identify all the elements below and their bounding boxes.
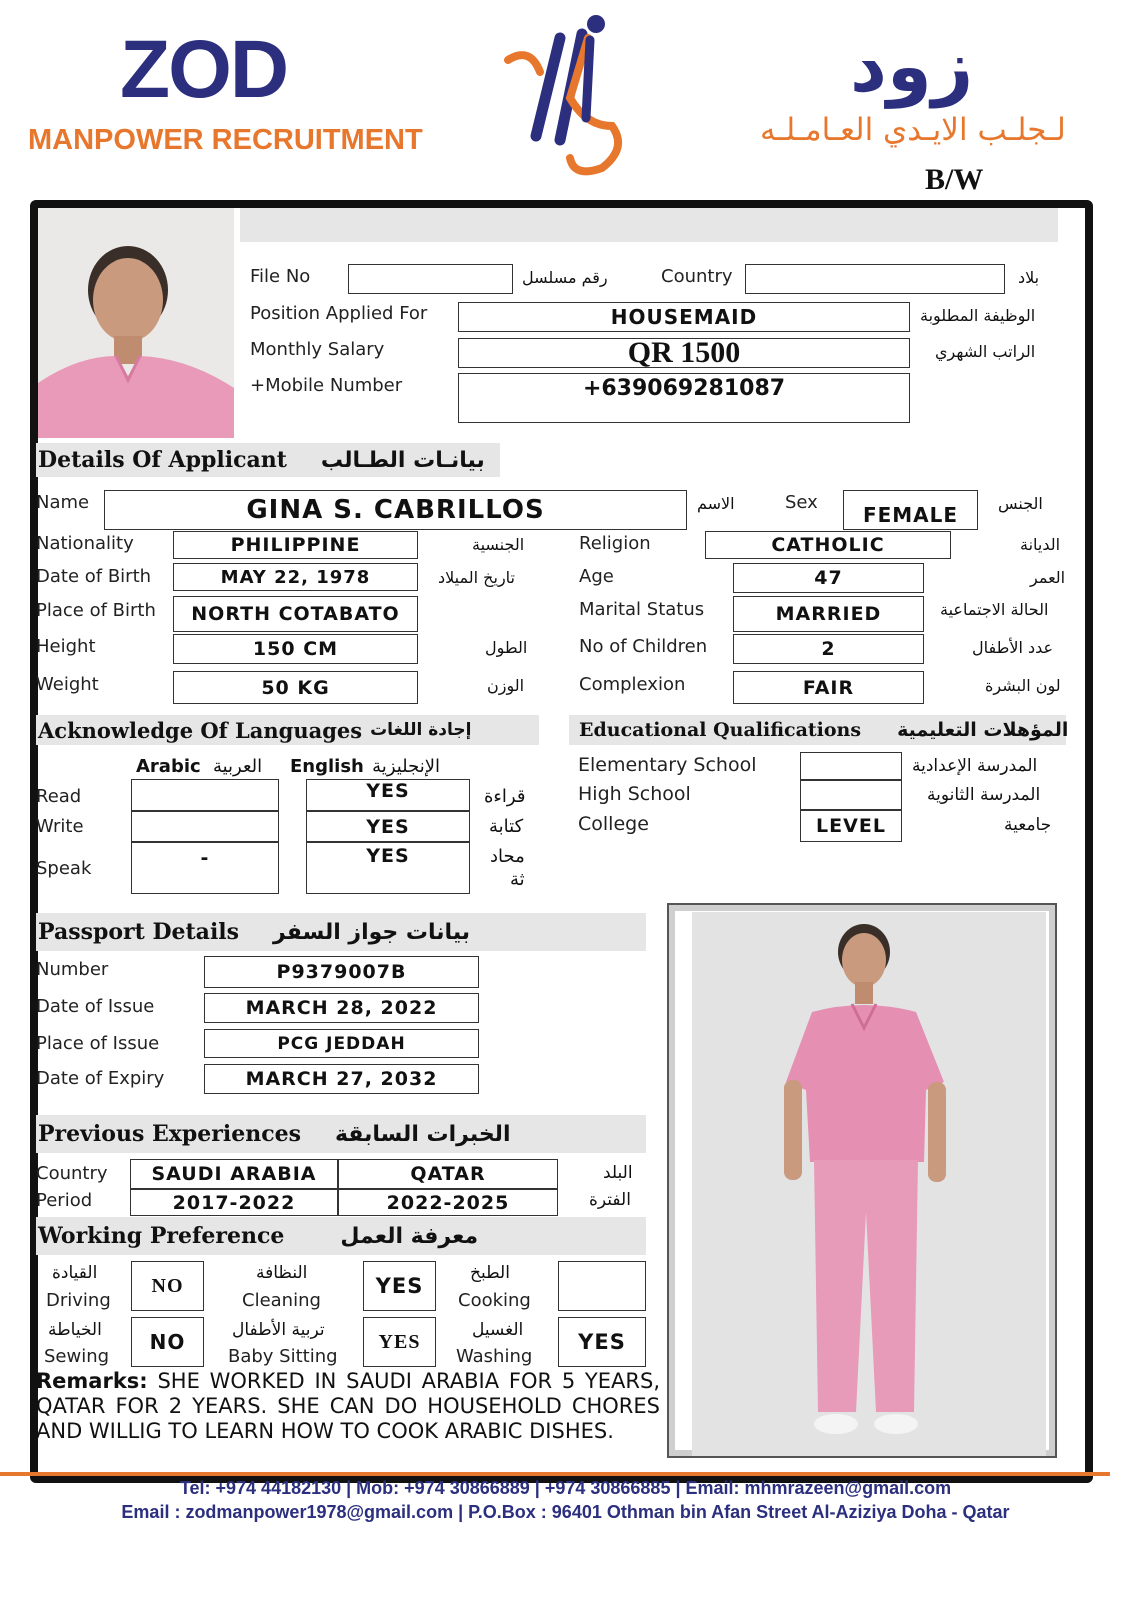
- country-label: Country: [661, 266, 733, 287]
- speak-label: Speak: [36, 858, 92, 879]
- mobile-value: +639069281087: [582, 376, 786, 401]
- applicant-photo-portrait: [38, 208, 234, 438]
- brand-logo-en: [120, 24, 320, 115]
- passport-place-field[interactable]: PCG JEDDAH: [204, 1029, 479, 1058]
- speak-ar-label-1: محاد: [490, 846, 525, 867]
- height-ar-label: الطول: [485, 638, 528, 657]
- mobile-field[interactable]: [458, 373, 910, 423]
- passport-expiry-label: Date of Expiry: [36, 1068, 165, 1089]
- sewing-label: Sewing: [44, 1346, 110, 1367]
- applicant-section-title: [36, 443, 500, 477]
- passport-section-title: [36, 913, 646, 951]
- elementary-label: Elementary School: [578, 754, 757, 776]
- footer-line-1: Tel: +974 44182130 | Mob: +974 30866889 | +974 30866885 | Email: mhmrazeen@gmail.com: [179, 1478, 952, 1498]
- washing-ar-label: الغسيل: [472, 1320, 524, 1340]
- speak-arabic-field[interactable]: [131, 842, 279, 894]
- religion-label: Religion: [579, 533, 651, 554]
- languages-title: Acknowledge Of Languages: [38, 717, 363, 743]
- languages-title-ar: إجادة اللغات: [370, 720, 472, 740]
- brand-subtitle: MANPOWER RECRUITMENT: [28, 124, 423, 156]
- exp-country-ar-label: البلد: [603, 1163, 633, 1183]
- form-code: B/W: [925, 163, 984, 196]
- children-ar-label: عدد الأطفال: [972, 638, 1054, 657]
- experience-title-ar: الخبرات السابقة: [334, 1121, 511, 1147]
- children-label: No of Children: [579, 636, 708, 657]
- brand-name-ar: زود: [850, 24, 974, 108]
- washing-field[interactable]: YES: [558, 1317, 646, 1367]
- weight-ar-label: الوزن: [487, 676, 525, 695]
- name-label: Name: [36, 492, 90, 513]
- passport-issue-label: Date of Issue: [36, 996, 155, 1017]
- salary-field[interactable]: QR 1500: [458, 338, 910, 368]
- write-label: Write: [36, 816, 84, 837]
- speak-english-field[interactable]: [306, 842, 470, 894]
- english-col-header: [290, 756, 440, 777]
- brand-emblem-icon: [500, 8, 640, 178]
- country-ar-label: بلاد: [1018, 268, 1040, 287]
- dob-label: Date of Birth: [36, 566, 152, 587]
- age-ar-label: العمر: [1030, 568, 1066, 587]
- name-field[interactable]: GINA S. CABRILLOS: [104, 490, 687, 530]
- high-school-label: High School: [578, 783, 691, 805]
- preference-title: Working Preference: [38, 1223, 285, 1249]
- height-label: Height: [36, 636, 96, 657]
- applicant-title-ar: بيانـات الطـالب: [320, 447, 485, 473]
- arabic-ar-label: العربية: [212, 756, 263, 777]
- speak-english-value: YES: [366, 845, 410, 867]
- sex-label: Sex: [785, 492, 818, 513]
- weight-field[interactable]: 50 KG: [173, 671, 418, 704]
- exp-period-label: Period: [36, 1190, 93, 1211]
- cooking-label: Cooking: [458, 1290, 531, 1311]
- passport-place-label: Place of Issue: [36, 1033, 160, 1054]
- baby-ar-label: تربية الأطفال: [232, 1320, 325, 1340]
- preference-section-title: [36, 1217, 646, 1255]
- nationality-field[interactable]: PHILIPPINE: [173, 531, 418, 559]
- driving-ar-label: القيادة: [52, 1263, 98, 1283]
- complexion-label: Complexion: [579, 674, 686, 695]
- nationality-ar-label: الجنسية: [472, 535, 525, 554]
- cleaning-ar-label: النظافة: [256, 1263, 308, 1283]
- exp-period-2: 2022-2025: [338, 1189, 558, 1216]
- sewing-field[interactable]: NO: [131, 1317, 204, 1367]
- position-field[interactable]: HOUSEMAID: [458, 302, 910, 332]
- dob-field[interactable]: MAY 22, 1978: [173, 563, 418, 591]
- mobile-label: +Mobile Number: [250, 375, 403, 396]
- elementary-field[interactable]: [800, 752, 902, 780]
- marital-label: Marital Status: [579, 599, 705, 620]
- languages-section-title: [36, 715, 539, 745]
- marital-field[interactable]: MARRIED: [733, 596, 924, 632]
- marital-ar-label: الحالة الاجتماعية: [940, 600, 1049, 619]
- brand-name: ZOD: [120, 24, 288, 115]
- top-header-bar: [240, 208, 1058, 242]
- read-ar-label: قراءة: [484, 786, 526, 807]
- footer-line-2: Email : zodmanpower1978@gmail.com | P.O.Box : 96401 Othman bin Afan Street Al-Aziziya Doha - Qatar: [121, 1502, 1010, 1522]
- salary-ar-label: الراتب الشهري: [935, 342, 1036, 361]
- driving-field[interactable]: NO: [131, 1261, 204, 1311]
- passport-issue-field[interactable]: MARCH 28, 2022: [204, 993, 479, 1023]
- passport-expiry-field[interactable]: MARCH 27, 2032: [204, 1064, 479, 1094]
- arabic-label: Arabic: [136, 756, 201, 777]
- baby-label: Baby Sitting: [228, 1346, 338, 1367]
- passport-number-label: Number: [36, 959, 109, 980]
- speak-ar-label-2: ثة: [510, 869, 525, 890]
- height-field[interactable]: 150 CM: [173, 634, 418, 664]
- cooking-field[interactable]: [558, 1261, 646, 1311]
- complexion-field[interactable]: FAIR: [733, 671, 924, 704]
- exp-period-1: 2017-2022: [130, 1189, 338, 1216]
- complexion-ar-label: لون البشرة: [985, 676, 1061, 695]
- pob-field[interactable]: NORTH COTABATO: [173, 596, 418, 632]
- file-no-field[interactable]: [348, 264, 513, 294]
- exp-country-label: Country: [36, 1163, 108, 1184]
- file-no-ar-label: رقم مسلسل: [522, 268, 608, 287]
- age-field[interactable]: 47: [733, 563, 924, 593]
- religion-field[interactable]: CATHOLIC: [705, 531, 951, 559]
- passport-title-ar: بيانات جواز السفر: [273, 919, 471, 945]
- applicant-photo-full: [692, 912, 1046, 1456]
- arabic-col-header: [136, 756, 262, 777]
- english-ar-label: الإنجليزية: [372, 756, 441, 777]
- cleaning-field[interactable]: YES: [363, 1261, 436, 1311]
- salary-label: Monthly Salary: [250, 339, 385, 360]
- write-ar-label: كتابة: [489, 816, 524, 837]
- religion-ar-label: الديانة: [1020, 535, 1061, 554]
- read-arabic-field[interactable]: [131, 779, 279, 811]
- weight-label: Weight: [36, 674, 99, 695]
- remarks-block: [36, 1369, 660, 1455]
- remarks-label: Remarks:: [36, 1369, 148, 1393]
- experience-section-title: [36, 1115, 646, 1153]
- education-title: Educational Qualifications: [579, 719, 862, 741]
- country-field[interactable]: [745, 264, 1005, 294]
- footer-rule: [0, 1472, 1110, 1476]
- passport-number-field[interactable]: P9379007B: [204, 956, 479, 988]
- driving-label: Driving: [46, 1290, 111, 1311]
- pob-label: Place of Birth: [36, 600, 156, 621]
- preference-title-ar: معرفة العمل: [340, 1223, 479, 1249]
- sex-field[interactable]: [843, 490, 978, 530]
- baby-field[interactable]: YES: [363, 1317, 436, 1367]
- high-school-ar-label: المدرسة الثانوية: [927, 785, 1041, 805]
- read-english-field[interactable]: YES: [306, 779, 470, 811]
- file-no-label: File No: [250, 266, 311, 287]
- sewing-ar-label: الخياطة: [48, 1320, 102, 1340]
- sex-ar-label: الجنس: [998, 494, 1043, 513]
- education-section-title: [569, 715, 1069, 745]
- passport-title: Passport Details: [38, 919, 240, 945]
- position-ar-label: الوظيفة المطلوبة: [920, 306, 1036, 325]
- read-label: Read: [36, 786, 82, 807]
- nationality-label: Nationality: [36, 533, 134, 554]
- exp-country-2: QATAR: [338, 1159, 558, 1189]
- children-field[interactable]: 2: [733, 634, 924, 664]
- washing-label: Washing: [456, 1346, 533, 1367]
- write-english-field[interactable]: YES: [306, 811, 470, 842]
- speak-arabic-value: -: [200, 847, 210, 869]
- english-label: English: [290, 756, 364, 777]
- college-field[interactable]: LEVEL: [800, 810, 902, 842]
- elementary-ar-label: المدرسة الإعدادية: [912, 756, 1038, 776]
- cleaning-label: Cleaning: [242, 1290, 321, 1311]
- write-arabic-field[interactable]: [131, 811, 279, 842]
- position-label: Position Applied For: [250, 303, 428, 324]
- cooking-ar-label: الطبخ: [470, 1263, 510, 1283]
- dob-ar-label: تاريخ الميلاد: [438, 568, 515, 587]
- college-label: College: [578, 813, 649, 835]
- sex-value: FEMALE: [862, 503, 959, 527]
- applicant-title: Details Of Applicant: [38, 447, 287, 473]
- remarks-text: SHE WORKED IN SAUDI ARABIA FOR 5 YEARS, QATAR FOR 2 YEARS. SHE CAN DO HOUSEHOLD CHORES AND WILLIG TO LEARN HOW TO COOK ARABIC DISHES.: [36, 1369, 660, 1443]
- experience-title: Previous Experiences: [38, 1121, 301, 1147]
- name-ar-label: الاسم: [697, 494, 735, 513]
- college-ar-label: جامعية: [1004, 815, 1052, 835]
- exp-period-ar-label: الفترة: [589, 1190, 631, 1210]
- exp-country-1: SAUDI ARABIA: [130, 1159, 338, 1189]
- high-school-field[interactable]: [800, 780, 902, 810]
- education-title-ar: المؤهلات التعليمية: [897, 719, 1069, 741]
- brand-subtitle-ar: لـجلـب الايـدي العـامـلـه: [760, 112, 1066, 148]
- age-label: Age: [579, 566, 614, 587]
